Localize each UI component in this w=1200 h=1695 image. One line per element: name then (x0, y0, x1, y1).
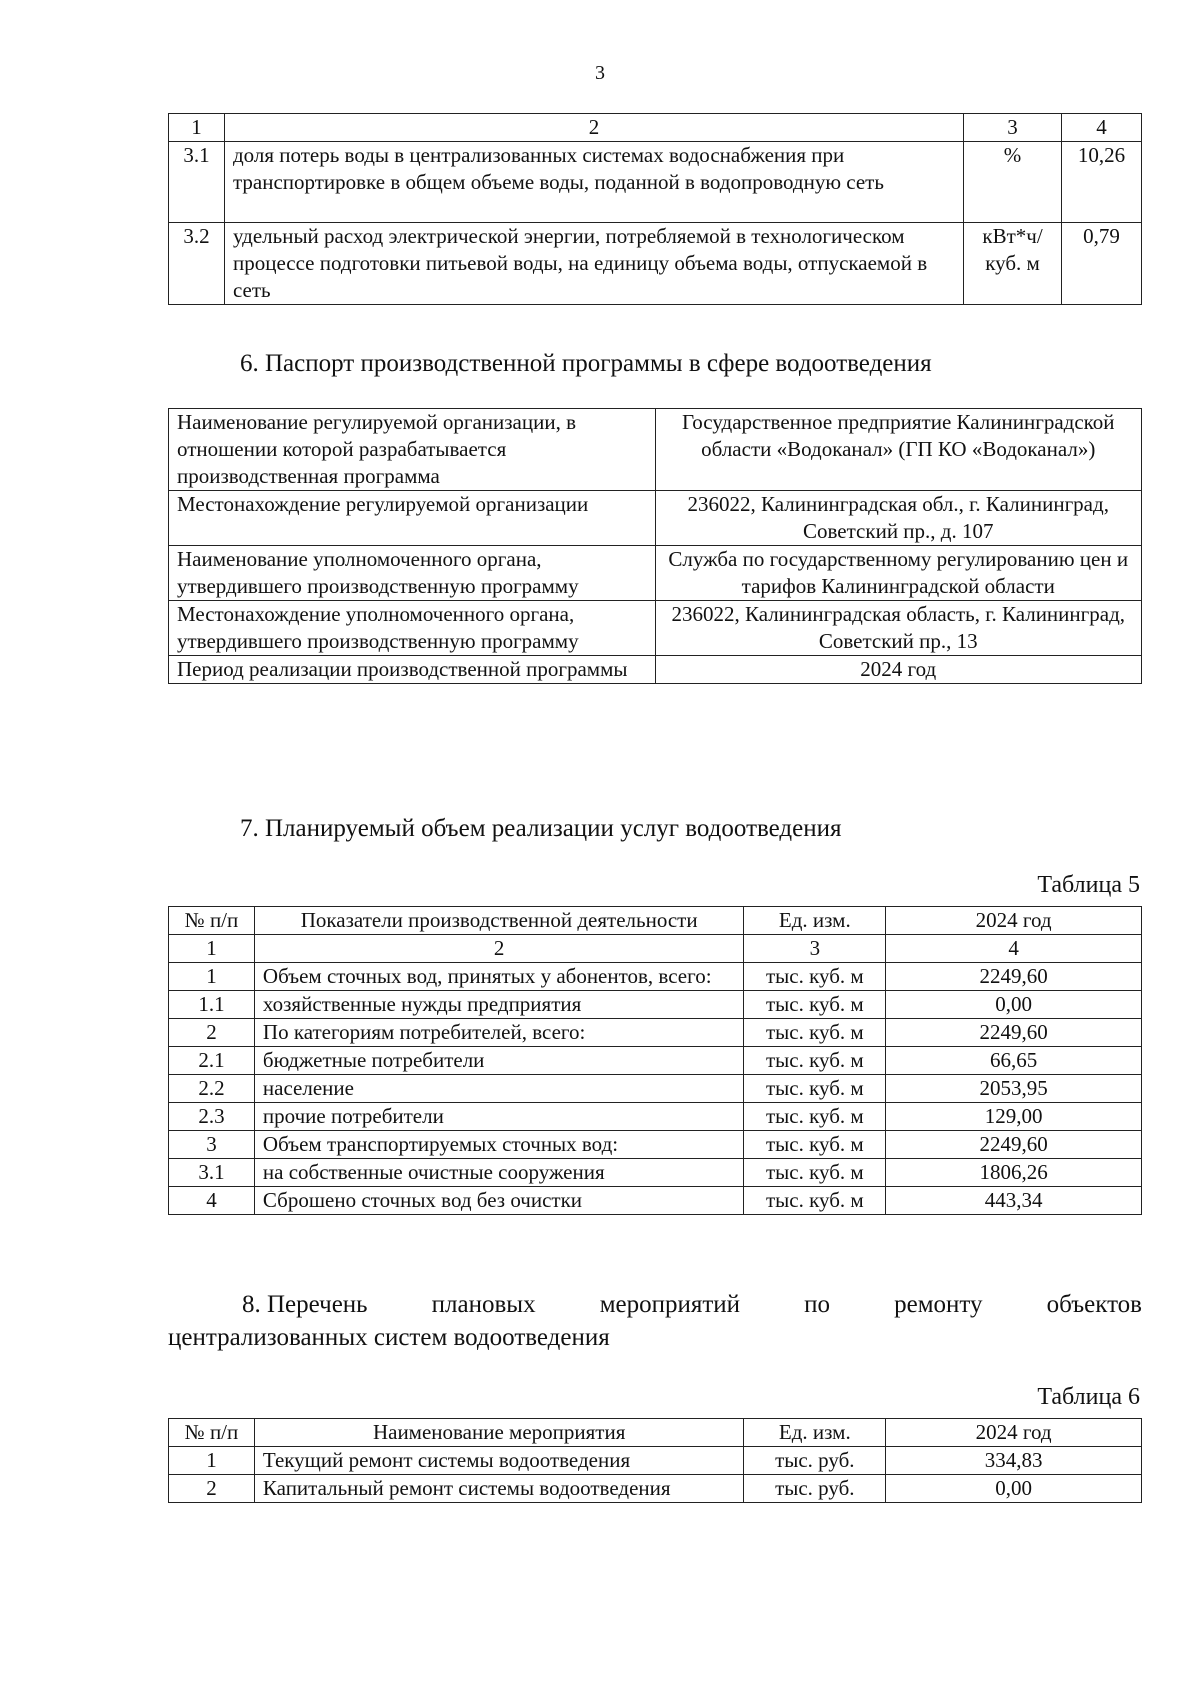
subheader-cell: 3 (744, 935, 886, 963)
row-value: 443,34 (886, 1187, 1142, 1215)
table-row (169, 991, 1142, 1019)
row-value: 2053,95 (886, 1075, 1142, 1103)
section-8-title (168, 1288, 1142, 1354)
wastewater-volume-table (168, 906, 1142, 1215)
col-value-header: 4 (1062, 114, 1142, 142)
row-unit: тыс. куб. м (744, 1047, 886, 1075)
col-name-header: Наименование мероприятия (254, 1419, 743, 1447)
passport-value: 236022, Калининградская обл., г. Калининград, Советский пр., д. 107 (655, 491, 1142, 546)
row-number: 2.3 (169, 1103, 255, 1131)
passport-label: Наименование регулируемой организации, в отношении которой разрабатывается производственная программа (169, 409, 656, 491)
row-unit: тыс. руб. (744, 1447, 886, 1475)
table-row (169, 1447, 1142, 1475)
title-word: плановых (431, 1291, 536, 1318)
table-5-caption: Таблица 5 (1037, 872, 1140, 898)
passport-value: Служба по государственному регулированию цен и тарифов Калининградской области (655, 546, 1142, 601)
section-8-title-line2: централизованных систем водоотведения (168, 1324, 610, 1351)
table-row (169, 142, 1142, 223)
passport-label: Наименование уполномоченного органа, утвердившего производственную программу (169, 546, 656, 601)
title-word: ремонту (894, 1291, 983, 1318)
row-name: удельный расход электрической энергии, потребляемой в технологическом процессе подготовки питьевой воды, на единицу объема воды, отпускаемой в сеть (224, 223, 963, 305)
row-number: 2 (169, 1475, 255, 1503)
col-unit-header: Ед. изм. (744, 1419, 886, 1447)
row-name: хозяйственные нужды предприятия (254, 991, 743, 1019)
row-number: 2.1 (169, 1047, 255, 1075)
passport-label: Период реализации производственной программы (169, 656, 656, 684)
row-unit: тыс. куб. м (744, 1187, 886, 1215)
row-unit: тыс. куб. м (744, 1103, 886, 1131)
col-unit-header: 3 (964, 114, 1062, 142)
row-unit: кВт*ч/ куб. м (964, 223, 1062, 305)
subheader-cell: 2 (254, 935, 743, 963)
col-value-header: 2024 год (886, 907, 1142, 935)
section-8-title-line1 (168, 1288, 1142, 1321)
col-number-header: № п/п (169, 1419, 255, 1447)
col-name-header: Показатели производственной деятельности (254, 907, 743, 935)
table-row (169, 1075, 1142, 1103)
col-unit-header: Ед. изм. (744, 907, 886, 935)
table-row (169, 963, 1142, 991)
passport-value: 236022, Калининградская область, г. Калининград, Советский пр., 13 (655, 601, 1142, 656)
repair-measures-table (168, 1418, 1142, 1503)
col-number-header: № п/п (169, 907, 255, 935)
row-number: 3.2 (169, 223, 225, 305)
col-value-header: 2024 год (886, 1419, 1142, 1447)
col-name-header: 2 (224, 114, 963, 142)
row-name: доля потерь воды в централизованных системах водоснабжения при транспортировке в общем объеме воды, поданной в водопроводную сеть (224, 142, 963, 223)
passport-label: Местонахождение регулируемой организации (169, 491, 656, 546)
row-name: бюджетные потребители (254, 1047, 743, 1075)
table-row (169, 223, 1142, 305)
table-row (169, 491, 1142, 546)
row-value: 0,00 (886, 991, 1142, 1019)
table-row (169, 546, 1142, 601)
row-name: население (254, 1075, 743, 1103)
row-name: прочие потребители (254, 1103, 743, 1131)
passport-value: Государственное предприятие Калининградской области «Водоканал» (ГП КО «Водоканал») (655, 409, 1142, 491)
title-word: 8. Перечень (242, 1291, 368, 1318)
row-value: 2249,60 (886, 1131, 1142, 1159)
program-passport-table (168, 408, 1142, 684)
row-number: 2 (169, 1019, 255, 1047)
passport-value: 2024 год (655, 656, 1142, 684)
row-value: 66,65 (886, 1047, 1142, 1075)
water-supply-indicators-table (168, 113, 1142, 305)
row-number: 4 (169, 1187, 255, 1215)
row-value: 10,26 (1062, 142, 1142, 223)
table-6-caption: Таблица 6 (1037, 1384, 1140, 1410)
row-value: 2249,60 (886, 963, 1142, 991)
title-word: мероприятий (599, 1291, 741, 1318)
table-row (169, 1047, 1142, 1075)
row-value: 0,79 (1062, 223, 1142, 305)
table-subheader-row (169, 935, 1142, 963)
row-number: 1 (169, 1447, 255, 1475)
subheader-cell: 4 (886, 935, 1142, 963)
table-row (169, 409, 1142, 491)
row-unit: тыс. куб. м (744, 1131, 886, 1159)
table-row (169, 1019, 1142, 1047)
row-name: По категориям потребителей, всего: (254, 1019, 743, 1047)
row-unit: тыс. куб. м (744, 1075, 886, 1103)
section-7-title: 7. Планируемый объем реализации услуг водоотведения (240, 815, 842, 842)
subheader-cell: 1 (169, 935, 255, 963)
page-number: 3 (595, 62, 605, 84)
row-number: 1.1 (169, 991, 255, 1019)
row-unit: тыс. руб. (744, 1475, 886, 1503)
row-unit: % (964, 142, 1062, 223)
row-value: 129,00 (886, 1103, 1142, 1131)
passport-label: Местонахождение уполномоченного органа, утвердившего производственную программу (169, 601, 656, 656)
row-number: 3.1 (169, 1159, 255, 1187)
table-row (169, 1131, 1142, 1159)
row-value: 2249,60 (886, 1019, 1142, 1047)
table-row (169, 656, 1142, 684)
table-header-row (169, 907, 1142, 935)
col-number-header: 1 (169, 114, 225, 142)
table-row (169, 1159, 1142, 1187)
row-name: Объем сточных вод, принятых у абонентов, всего: (254, 963, 743, 991)
row-unit: тыс. куб. м (744, 991, 886, 1019)
row-number: 3 (169, 1131, 255, 1159)
row-unit: тыс. куб. м (744, 1019, 886, 1047)
table-header-row (169, 114, 1142, 142)
row-name: Капитальный ремонт системы водоотведения (254, 1475, 743, 1503)
row-number: 1 (169, 963, 255, 991)
row-value: 0,00 (886, 1475, 1142, 1503)
row-name: Текущий ремонт системы водоотведения (254, 1447, 743, 1475)
table-header-row (169, 1419, 1142, 1447)
row-unit: тыс. куб. м (744, 963, 886, 991)
table-row (169, 1187, 1142, 1215)
section-6-title: 6. Паспорт производственной программы в сфере водоотведения (240, 350, 932, 377)
row-number: 2.2 (169, 1075, 255, 1103)
row-unit: тыс. куб. м (744, 1159, 886, 1187)
table-row (169, 601, 1142, 656)
row-name: Объем транспортируемых сточных вод: (254, 1131, 743, 1159)
table-row (169, 1475, 1142, 1503)
row-value: 1806,26 (886, 1159, 1142, 1187)
table-row (169, 1103, 1142, 1131)
row-number: 3.1 (169, 142, 225, 223)
row-name: на собственные очистные сооружения (254, 1159, 743, 1187)
row-name: Сброшено сточных вод без очистки (254, 1187, 743, 1215)
row-value: 334,83 (886, 1447, 1142, 1475)
title-word: объектов (1046, 1291, 1142, 1318)
title-word: по (804, 1291, 831, 1318)
